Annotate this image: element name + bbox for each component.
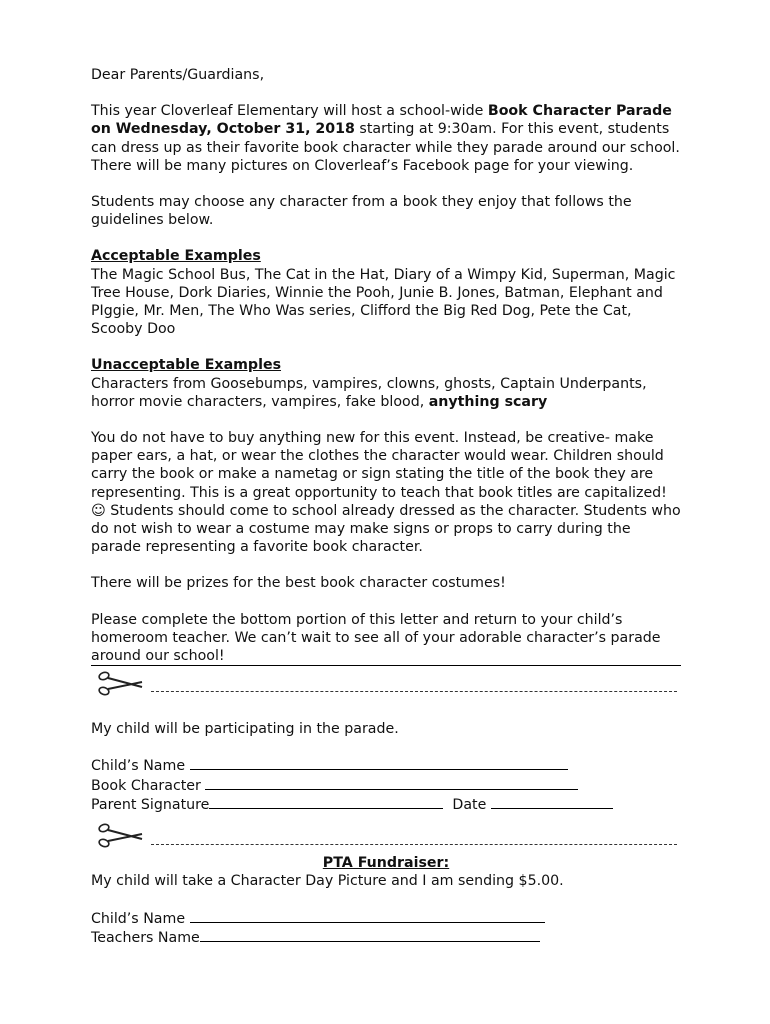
pta-heading: PTA Fundraiser: [322, 855, 450, 872]
greeting: Dear Parents/Guardians, [91, 67, 265, 83]
childs-name-row [91, 756, 681, 775]
picture-statement: My child will take a Character Day Picture and I am sending $5.00. [91, 873, 564, 890]
childs-name-row-2 [91, 909, 681, 928]
letter-page [91, 66, 681, 947]
date-label: Date [443, 796, 491, 813]
unacceptable-heading: Unacceptable Examples [91, 357, 282, 374]
dashed-cut-line [151, 691, 677, 692]
participation-statement: My child will be participating in the parade. [91, 721, 399, 738]
cut-line [91, 666, 681, 704]
book-character-field[interactable] [205, 776, 578, 790]
signature-row [91, 795, 681, 814]
parent-signature-field[interactable] [209, 795, 443, 809]
book-character-label: Book Character [91, 777, 206, 794]
costume-paragraph: You do not have to buy anything new for this event. Instead, be creative- make paper ears, a hat, or wear the clothes the character would wear. Children should carry the book or make a nametag or sign stating the title of the book they are representing. This is a great opportunity to teach that book titles are capitalized! ☺ Students should come to school already dressed as the character. Students who do not wish to wear a costume may make signs or props to carry during the parade representing a favorite book character. [91, 430, 681, 556]
teachers-name-field[interactable] [200, 928, 540, 942]
date-field[interactable] [491, 795, 613, 809]
acceptable-heading: Acceptable Examples [91, 248, 261, 265]
childs-name-label: Child’s Name [91, 910, 190, 927]
childs-name-field[interactable] [190, 756, 568, 770]
intro-paragraph [91, 102, 681, 175]
event-title: Book Character Parade on Wednesday, October 31, 2018 [91, 103, 672, 138]
prizes-paragraph: There will be prizes for the best book character costumes! [91, 575, 506, 592]
scissors-icon [96, 670, 144, 698]
unacceptable-emphasis: anything scary [428, 393, 548, 410]
cut-line-2 [91, 814, 681, 854]
childs-name-field-2[interactable] [190, 909, 545, 923]
teachers-name-label: Teachers Name [91, 929, 200, 946]
childs-name-label: Child’s Name [91, 758, 190, 775]
guidelines-paragraph: Students may choose any character from a book they enjoy that follows the guidelines below. [91, 194, 632, 229]
unacceptable-text: Characters from Goosebumps, vampires, clowns, ghosts, Captain Underpants, horror movie characters, vampires, fake blood, [91, 375, 647, 410]
intro-text-cont: starting at 9:30am. For this event, students can dress up as their favorite book character while they parade around our school. There will be many pictures on Cloverleaf’s Facebook page for your viewing. [91, 121, 680, 174]
book-character-row [91, 776, 681, 795]
acceptable-list: The Magic School Bus, The Cat in the Hat, Diary of a Wimpy Kid, Superman, Magic Tree House, Dork Diaries, Winnie the Pooh, Junie B. Jones, Batman, Elephant and PIggie, Mr. Men, The Who Was series, Clifford the Big Red Dog, Pete the Cat, Scooby Doo [91, 266, 676, 338]
intro-text: This year Cloverleaf Elementary will host a school-wide [91, 103, 488, 120]
scissors-icon [96, 822, 144, 850]
parent-signature-label: Parent Signature [91, 796, 210, 813]
unacceptable-list [91, 375, 681, 411]
return-paragraph: Please complete the bottom portion of this letter and return to your child’s homeroom teacher. We can’t wait to see all of your adorable character’s parade around our school! [91, 611, 661, 665]
teachers-name-row [91, 928, 681, 947]
dashed-cut-line [151, 844, 677, 845]
